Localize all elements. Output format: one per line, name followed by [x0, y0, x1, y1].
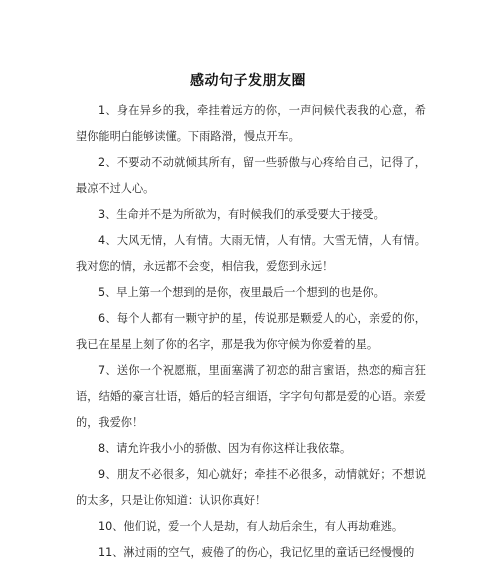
paragraph-7: 7、送你一个祝愿瓶，里面塞满了初恋的甜言蜜语，热恋的痴言狂语，结婚的豪言壮语，婚后的轻言细语，字字句句都是爱的心语。亲爱的，我爱你！: [76, 364, 426, 429]
paragraph-8: 8、请允许我小小的骄傲、因为有你这样让我依靠。: [98, 442, 352, 455]
paragraph-11: 11、淋过雨的空气，疲倦了的伤心，我记忆里的童话已经慢慢的: [98, 546, 415, 559]
document-body: [76, 98, 426, 566]
paragraph-4: 4、大风无情，人有情。大雨无情，人有情。大雪无情，人有情。我对您的情，永远都不会变，相信我，爱您到永远！: [76, 234, 426, 273]
paragraph-1: 1、身在异乡的我，牵挂着远方的你，一声问候代表我的心意，希望你能明白能够读懂。下雨路滑，慢点开车。: [76, 104, 426, 143]
paragraph-6: 6、每个人都有一颗守护的星，传说那是颗爱人的心，亲爱的你，我已在星星上刻了你的名字，那是我为你守候为你爱着的星。: [76, 312, 426, 351]
document-title: 感动句子发朋友圈: [190, 73, 306, 89]
paragraph-3: 3、生命并不是为所欲为，有时候我们的承受要大于接受。: [98, 208, 385, 221]
paragraph-10: 10、他们说，爱一个人是劫，有人劫后余生，有人再劫难逃。: [98, 520, 404, 533]
paragraph-2: 2、不要动不动就倾其所有，留一些骄傲与心疼给自己，记得了，最凉不过人心。: [76, 156, 426, 195]
paragraph-5: 5、早上第一个想到的是你，夜里最后一个想到的也是你。: [98, 286, 385, 299]
paragraph-9: 9、朋友不必很多，知心就好；牵挂不必很多，动情就好；不想说的太多，只是让你知道：认识你真好！: [76, 468, 426, 507]
